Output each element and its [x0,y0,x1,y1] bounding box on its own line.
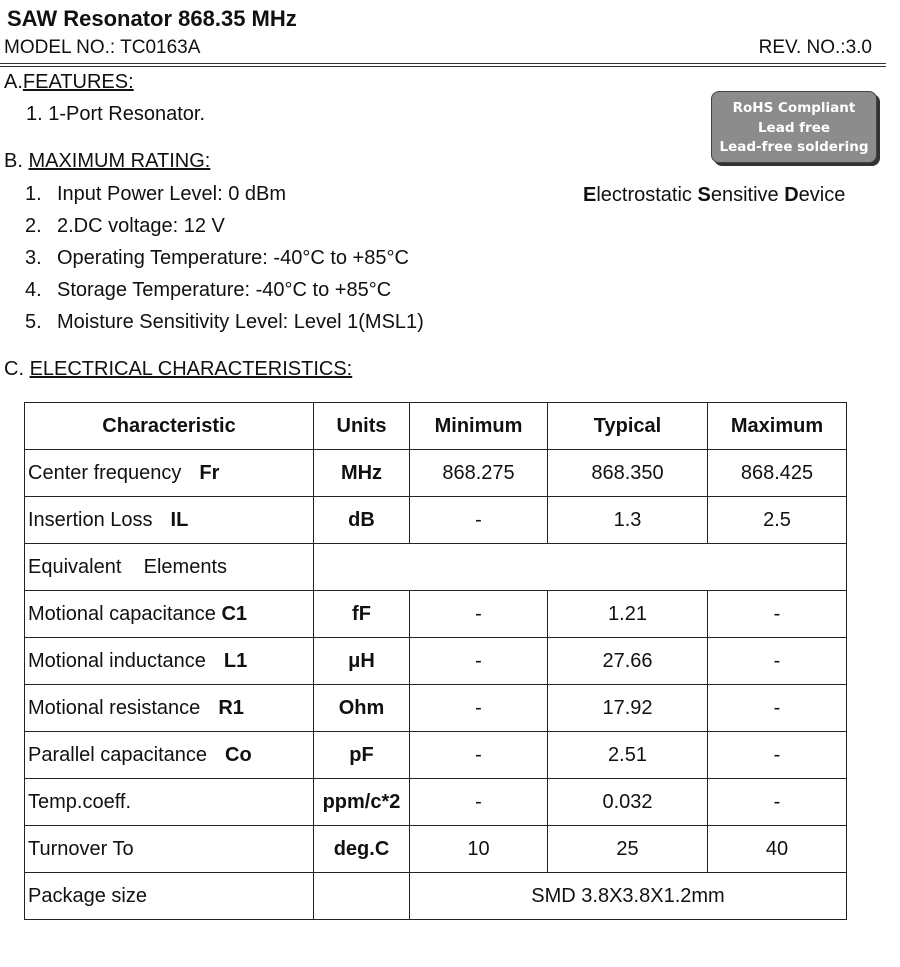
max-rating-item-3: 3. Operating Temperature: -40°C to +85°C [25,247,409,269]
table-row [25,497,847,544]
row-label: Motional resistance R1 [25,685,314,732]
table-row [25,638,847,685]
table-row [25,591,847,638]
row-min: - [410,685,548,732]
row-max: 2.5 [708,497,847,544]
header-divider [0,63,886,64]
row-min: - [410,497,548,544]
max-rating-item-4: 4. Storage Temperature: -40°C to +85°C [25,279,392,301]
max-rating-item-2: 2. 2.DC voltage: 12 V [25,215,225,237]
electrical-characteristics-table [24,402,847,920]
max-rating-heading: B. MAXIMUM RATING: [4,150,211,172]
table-row [25,779,847,826]
row-max: 40 [708,826,847,873]
row-min: - [410,638,548,685]
col-header-characteristic: Characteristic [25,403,314,450]
row-typ: 2.51 [548,732,708,779]
max-rating-item-5: 5. Moisture Sensitivity Level: Level 1(MSL1) [25,311,424,333]
electrical-heading: C. ELECTRICAL CHARACTERISTICS: [4,358,353,380]
rohs-line-3: Lead-free soldering [719,139,869,155]
table-row [25,685,847,732]
row-typ: 27.66 [548,638,708,685]
row-typ: 17.92 [548,685,708,732]
row-max: 868.425 [708,450,847,497]
model-number: MODEL NO.: TC0163A [4,37,201,58]
row-unit: fF [314,591,410,638]
row-max: - [708,685,847,732]
row-label: Turnover To [25,826,314,873]
row-unit: deg.C [314,826,410,873]
row-unit: dB [314,497,410,544]
table-header-row [25,403,847,450]
row-typ: 25 [548,826,708,873]
col-header-typical: Typical [548,403,708,450]
col-header-maximum: Maximum [708,403,847,450]
table-row [25,450,847,497]
row-label: Equivalent Elements [25,544,314,591]
header-divider-double [0,66,886,67]
revision-number: REV. NO.:3.0 [758,37,872,58]
row-label: Parallel capacitance Co [25,732,314,779]
row-package-value: SMD 3.8X3.8X1.2mm [410,873,847,920]
row-label: Motional capacitance C1 [25,591,314,638]
row-empty-span [314,544,847,591]
table-row [25,732,847,779]
row-typ: 1.3 [548,497,708,544]
row-min: - [410,779,548,826]
col-header-units: Units [314,403,410,450]
row-min: 10 [410,826,548,873]
max-rating-item-1: 1. Input Power Level: 0 dBm [25,183,287,205]
row-unit: ppm/c*2 [314,779,410,826]
row-label: Motional inductance L1 [25,638,314,685]
rohs-line-2: Lead free [757,119,831,136]
esd-label: Electrostatic Sensitive Device [583,184,846,206]
row-label: Center frequency Fr [25,450,314,497]
row-typ: 1.21 [548,591,708,638]
row-unit: Ohm [314,685,410,732]
features-heading: A.FEATURES: [4,71,134,93]
row-label: Package size [25,873,314,920]
table-row [25,544,847,591]
row-max: - [708,591,847,638]
row-typ: 0.032 [548,779,708,826]
row-max: - [708,638,847,685]
row-min: - [410,591,548,638]
row-label: Temp.coeff. [25,779,314,826]
table-row [25,826,847,873]
col-header-minimum: Minimum [410,403,548,450]
row-label: Insertion Loss IL [25,497,314,544]
row-min: - [410,732,548,779]
rohs-badge [711,91,877,163]
row-max: - [708,732,847,779]
row-typ: 868.350 [548,450,708,497]
rohs-line-1: RoHS Compliant [732,100,856,116]
row-unit-empty [314,873,410,920]
row-max: - [708,779,847,826]
row-unit: MHz [314,450,410,497]
row-unit: pF [314,732,410,779]
row-unit: μH [314,638,410,685]
feature-item-1: 1. 1-Port Resonator. [26,103,205,125]
document-title: SAW Resonator 868.35 MHz [7,6,297,31]
row-min: 868.275 [410,450,548,497]
table-row [25,873,847,920]
